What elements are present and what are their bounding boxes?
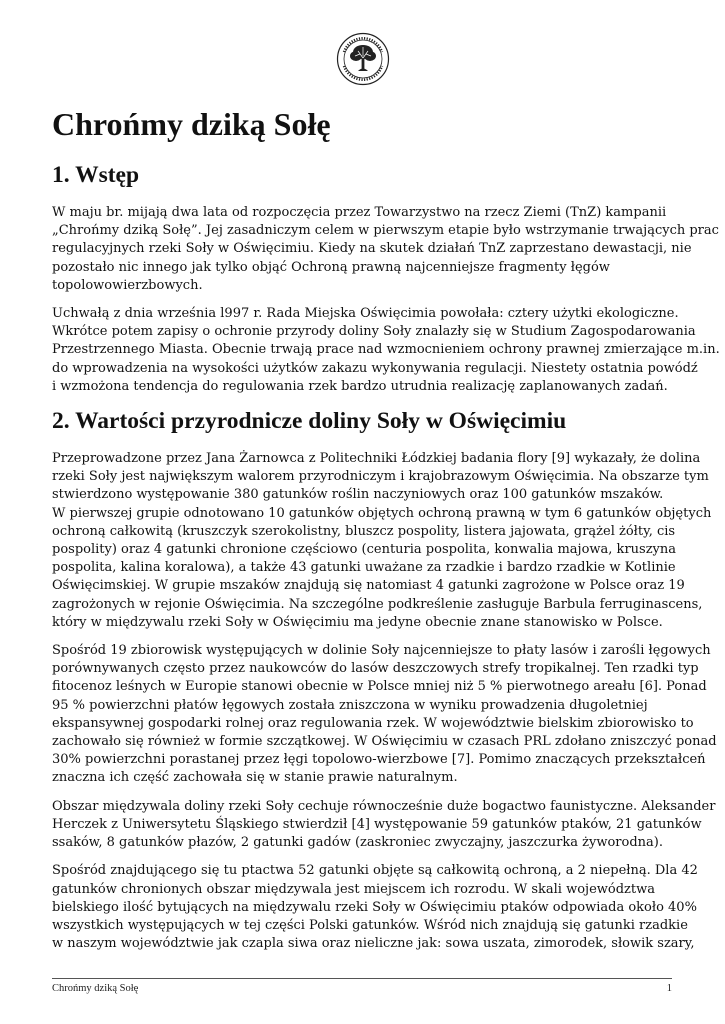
footer-title: Chrońmy dziką Sołę [52,983,139,994]
text-line: 30% powierzchni porastanej przez łęgi topolowo-wierzbowe [7]. Pomimo znaczących przekształceń [52,752,706,768]
text-line: ssaków, 8 gatunków płazów, 2 gatunki gadów (zaskroniec zwyczajny, jaszczurka żyworodna). [52,835,663,851]
page-title: Chrońmy dziką Sołę [52,106,331,142]
text-line: Przestrzennego Miasta. Obecnie trwają prace nad wzmocnieniem ochrony prawnej zmierzające m.in. [52,342,720,358]
text-line: Uchwałą z dnia września l997 r. Rada Miejska Oświęcimia powołała: cztery użytki ekologiczne. [52,306,679,322]
text-line: W pierwszej grupie odnotowano 10 gatunków objętych ochroną prawną w tym 6 gatunków objętych [52,505,712,521]
text-line: Obszar międzywala doliny rzeki Soły cechuje równocześnie duże bogactwo faunistyczne. Aleksander [52,798,716,814]
section-heading: 2. Wartości przyrodnicze doliny Soły w Oświęcimiu [52,408,567,435]
text-line: bielskiego ilość bytujących na międzywalu rzeki Soły w Oświęcimiu ptaków odpowiada około 40% [52,899,697,915]
text-line: i wzmożona tendencja do regulowania rzek bardzo utrudnia realizację zaplanowanych zadań. [52,378,668,394]
text-line: który w międzywalu rzeki Soły w Oświęcimiu ma jedyne obecnie znane stanowisko w Polsce. [52,614,663,630]
paragraph [52,642,717,788]
text-line: „Chrońmy dziką Sołę”. Jej zasadniczym celem w pierwszym etapie było wstrzymanie trwających prac [52,223,719,239]
text-line: wszystkich występujących w tej części Polski gatunków. Wśród nich znajdują się gatunki rzadkie [52,917,688,933]
text-line: Oświęcimskiej. W grupie mszaków znajdują się natomiast 4 gatunki zagrożone w Polsce oraz 19 [52,578,685,594]
paragraph [52,450,712,632]
section-heading: 1. Wstęp [52,162,140,188]
paragraph [52,862,698,953]
text-line: ekspansywnej gospodarki rolnej oraz regulowania rzek. W województwie bielskim zbiorowisko to [52,715,694,731]
text-line: pospolita, kalina koralowa), a także 43 gatunki uważane za rzadkie i bardzo rzadkie w Kotlinie [52,560,676,576]
page-number: 1 [666,983,672,994]
paragraph [52,305,720,396]
paragraph [52,798,716,853]
text-line: regulacyjnych rzeki Soły w Oświęcimiu. Kiedy na skutek działań TnZ zaprzestano dewastacji, nie [52,241,692,257]
text-line: porównywanych często przez naukowców do lasów deszczowych strefy tropikalnej. Ten rzadki typ [52,661,699,677]
footer-divider [52,978,672,979]
tree-seal-icon [336,32,390,86]
text-line: zachowało się również w formie szczątkowej. W Oświęcimiu w czasach PRL zdołano zniszczyć ponad [52,734,717,750]
text-line: rzeki Soły jest największym walorem przyrodniczym i krajobrazowym Oświęcimia. Na obszarze tym [52,469,709,485]
text-line: pozostało nic innego jak tylko objąć Ochroną prawną najcenniejsze fragmenty łęgów [52,259,610,275]
text-line: Wkrótce potem zapisy o ochronie przyrody doliny Soły znalazły się w Studium Zagospodarowania [52,324,696,340]
main-content [52,104,720,963]
text-line: stwierdzono występowanie 380 gatunków roślin naczyniowych oraz 100 gatunków mszaków. [52,487,664,503]
text-line: pospolity) oraz 4 gatunki chronione częściowo (centuria pospolita, konwalia majowa, kruszyna [52,542,677,558]
section-natural-values [52,406,717,953]
text-line: ochroną całkowitą (kruszczyk szerokolistny, bluszcz pospolity, listera jajowata, grążel żółty, cis [52,523,676,539]
text-line: zagrożonych w rejonie Oświęcimia. Na szczególne podkreślenie zasługuje Barbula ferruginascens, [52,596,703,612]
text-line: Spośród znajdującego się tu ptactwa 52 gatunki objęte są całkowitą ochroną, a 2 niepełną. Dla 42 [52,863,698,879]
text-line: Herczek z Uniwersytetu Śląskiego stwierdził [4] występowanie 59 gatunków ptaków, 21 gatunków [52,816,702,832]
text-line: 95 % powierzchni płatów łęgowych została zniszczona w wyniku prowadzenia długoletniej [52,697,648,713]
text-line: W maju br. mijają dwa lata od rozpoczęcia przez Towarzystwo na rzecz Ziemi (TnZ) kampanii [52,205,667,220]
text-line: w naszym województwie jak czapla siwa oraz nieliczne jak: sowa uszata, zimorodek, słowik szary, [52,936,695,952]
text-line: do wprowadzenia na wysokości użytków zakazu wykonywania regulacji. Niestety ostatnia powódź [52,360,698,376]
paragraph [52,204,719,295]
section-introduction [52,160,720,396]
text-line: Przeprowadzone przez Jana Żarnowca z Politechniki Łódzkiej badania flory [9] wykazały, że dolina [52,451,701,467]
text-line: znaczna ich część zachowała się w stanie prawie naturalnym. [52,770,458,786]
text-line: topolowowierzbowych. [52,277,203,293]
text-line: Spośród 19 zbiorowisk występujących w dolinie Soły najcenniejsze to płaty lasów i zarośli łęgowych [52,643,711,659]
text-line: gatunków chronionych obszar międzywala jest miejscem ich rozrodu. W skali województwa [52,881,655,897]
text-line: fitocenoz leśnych w Europie stanowi obecnie w Polsce mniej niż 5 % pierwotnego areału [6]. Ponad [52,679,707,695]
